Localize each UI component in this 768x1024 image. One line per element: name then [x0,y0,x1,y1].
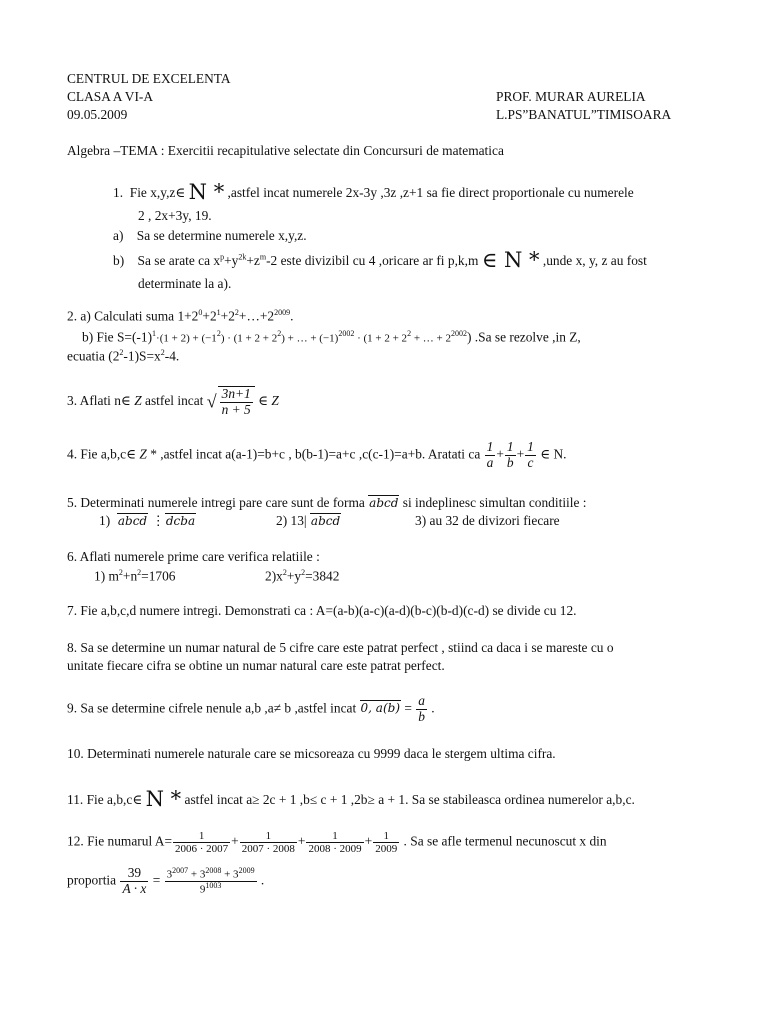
text: ) .Sa se rezolve ,in Z, [466,329,581,345]
problem-8-line-2: unitate fiecare cifra se obtine un numar natural care este patrat perfect. [67,658,445,673]
text: b [418,708,425,724]
text: N * [145,787,182,811]
text: 1) m [94,568,119,584]
text: 2 [137,568,142,577]
text: ⋮ [148,513,165,528]
problem-11 [67,787,635,809]
problem-5 [67,495,587,512]
text: 2) 13| [276,513,310,528]
text: ) + … + (−1) [281,332,339,345]
text: 1) [99,513,111,528]
text: A · x [122,880,147,896]
text: . [257,872,265,888]
text: 2008 · 2009 [308,843,362,856]
text: + [496,446,504,462]
problem-6-relation-1 [94,568,176,585]
text: Sa se determine numerele x,y,z. [136,228,307,243]
text: 2009 [375,843,398,856]
text: +z [246,253,260,268]
header-school-name: L.PS”BANATUL”TIMISOARA [496,107,672,122]
problem-5-condition-1 [99,513,196,530]
text: 2006 · 2007 [175,843,229,856]
set-symbol: N * [188,180,225,204]
text: 5. Determinati numerele intregi pare care sunt de forma [67,495,369,510]
text: . Sa se afle termenul necunoscut x din [400,833,607,849]
header-class: CLASA A VI-A [67,89,154,104]
text: Sa se arate ca x [137,253,221,268]
text: b) Fie S=(-1) [82,329,153,345]
problem-number: 1. [113,185,124,200]
text: 9. Sa se determine cifrele nenule a,b ,a≠ b ,astfel incat [67,700,360,716]
text: 1 [486,439,494,454]
text: c [527,454,534,470]
text: + [231,833,239,849]
text: 2009 [274,308,291,317]
text: +2 [202,308,217,324]
text: 2 [407,329,412,338]
text: 2. a) Calculati suma 1+2 [67,308,199,324]
text: 2007 [172,865,189,875]
text: +2 [220,308,235,324]
text: = [149,872,164,888]
text: 2)x [265,568,283,584]
text: astfel incat a≥ 2c + 1 ,b≤ c + 1 ,2b≥ a + 1. Sa se stabileasca ordinea numerelor a,b,c. [181,792,635,807]
header-school: CENTRUL DE EXCELENTA [67,71,231,86]
problem-10: 10. Determinati numerele naturale care se micsoreaza cu 9999 daca le stergem ultima cifra. [67,746,556,761]
text: 1 [173,830,230,843]
text: 3. Aflati n∈ [67,392,135,408]
problem-7: 7. Fie a,b,c,d numere intregi. Demonstrati ca : A=(a-b)(a-c)(a-d)(b-c)(b-d)(c-d) se divide cu 12. [67,603,577,618]
text: =3842 [305,568,340,584]
text: 2 [234,308,239,317]
problem-1b-line-2: determinate la a). [138,276,232,291]
text: 9 [199,883,206,896]
text: abcd [369,496,399,510]
set-symbol: ∈ N * [481,248,540,272]
text: 2009 [238,865,255,875]
exponent: 2k [238,252,247,262]
text: 1 [506,439,514,454]
problem-2b [82,329,581,346]
text: 1 [216,308,221,317]
text: b [506,454,514,470]
text: + [364,833,373,849]
text: +y [286,568,302,584]
text: =1706 [141,568,176,584]
problem-3: 3. Aflati n∈ Z astfel incat √ $\frac{3n+1}{n + 5}$ ∈ Z [67,386,279,417]
text: 11. Fie a,b,c∈ [67,792,146,807]
text: 3 [166,868,173,881]
text: 2002 [338,329,355,338]
item-label: b) [113,253,125,268]
problem-1-line-1 [113,180,634,202]
text: 1 [240,830,297,843]
item-label: a) [113,228,124,243]
text: ∈ [254,392,272,408]
text: +y [224,253,239,268]
problem-8-line-1: 8. Sa se determine un numar natural de 5 cifre care este patrat perfect , stiind ca daca i se mareste cu o [67,640,614,655]
text: abcd [117,514,148,528]
text: ) · (1 + 2 + 2 [220,332,278,345]
text: 12. Fie numarul A= [67,833,172,849]
text: 1 [527,439,534,454]
text: Z [271,392,279,408]
text: 2 [301,568,306,577]
text: 3n+1 [221,386,251,401]
header-teacher: PROF. MURAR AURELIA [496,89,646,104]
text: -1)S=x [123,348,161,364]
problem-1b [113,248,647,270]
text: 1 [306,830,363,843]
text: * ,astfel incat a(a-1)=b+c , b(b-1)=a+c ,c(c-1)=a+b. Aratati ca [146,446,484,462]
text: Z [139,446,147,462]
text: a [418,693,425,708]
text: 2 [160,348,165,357]
text: 2007 · 2008 [241,843,295,856]
text: 1 [373,830,399,843]
text: + 3 [188,868,206,881]
problem-6-relation-2 [265,568,339,585]
text: 2002 [450,329,467,338]
problem-4 [67,440,567,470]
text: 2 [282,568,287,577]
text: Z [134,392,142,408]
problem-2-equation [67,348,179,365]
text: = [401,700,416,716]
text: abcd [310,514,341,528]
exponent: m [259,252,267,262]
text: 2 [277,329,282,338]
text: 4. Fie a,b,c∈ [67,446,140,462]
text: -2 este divizibil cu 4 ,oricare ar fi p,k,m [266,253,482,268]
text: astfel incat [141,392,207,408]
text: ·(1 + 2) + (−1 [156,332,217,345]
text: ,astfel incat numerele 2x-3y ,3z ,z+1 sa fie direct proportionale cu numerele [224,185,634,200]
text: 0 [198,308,203,317]
problem-2a [67,308,293,325]
text: + 3 [221,868,239,881]
text: +n [122,568,138,584]
text: proportia [67,872,120,888]
problem-12-line-1 [67,830,607,855]
text: . [427,700,435,716]
text: ecuatia (2 [67,348,120,364]
text: dcba [165,514,196,528]
topic-title: Algebra –TEMA : Exercitii recapitulative selectate din Concursuri de matematica [67,143,504,158]
exponent: p [220,252,225,262]
text: 39 [120,866,148,882]
text: ∈ N. [536,446,567,462]
header-date: 09.05.2009 [67,107,128,122]
problem-12-line-2 [67,866,264,896]
problem-5-condition-3: 3) au 32 de divizori fiecare [415,513,560,528]
text: . [290,308,294,324]
text: 2 [119,348,124,357]
text: si indeplinesc simultan conditiile : [399,495,587,510]
text: · (1 + 2 + 2 [354,332,408,345]
text: 1003 [205,880,222,890]
problem-1-line-2: 2 , 2x+3y, 19. [138,208,212,223]
text: +…+2 [238,308,275,324]
text: + [297,833,306,849]
text: n + 5 [221,401,251,417]
problem-6: 6. Aflati numerele prime care verifica relatiile : [67,549,320,564]
text: Fie x,y,z∈ [129,185,189,200]
problem-9 [67,694,435,724]
problem-1a [113,228,307,245]
text: 2 [216,329,221,338]
text: a [486,454,494,470]
text: -4. [164,348,180,364]
text: + … + 2 [411,332,451,345]
text: 2 [118,568,123,577]
text: 0, a(b) [360,701,400,716]
text: 1 [152,329,157,338]
problem-5-condition-2 [276,513,341,530]
text: + [516,446,525,462]
text: 2008 [205,865,222,875]
text: ,unde x, y, z au fost [539,253,647,268]
